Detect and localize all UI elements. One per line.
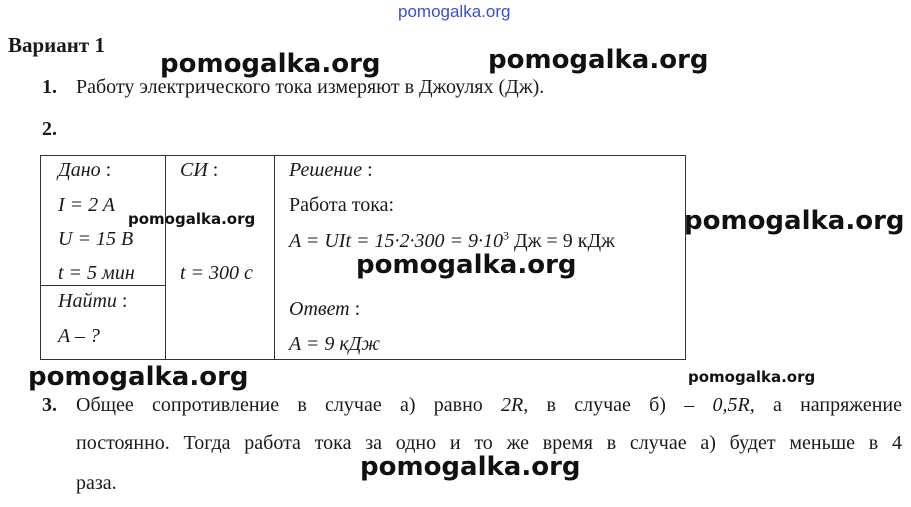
given-heading: Дано : [58,159,112,181]
task3-line3: раза. [76,472,117,494]
watermark-4: pomogalka.org [684,206,905,236]
work-label: Работа тока: [289,194,395,216]
watermark-2: pomogalka.org [488,45,709,75]
watermark-1: pomogalka.org [160,49,381,79]
task3-line1: Общее сопротивление в случае а) равно 2R, в случае б) – 0,5R, а напряжение [76,394,903,416]
solution-heading: Решение : [289,159,373,181]
answer-value: A = 9 кДж [289,333,381,355]
find-value: A – ? [58,325,100,347]
task3-line2: постоянно. Тогда работа тока за одно и то же время в случае а) будет меньше в 4 [76,432,902,454]
table-divider-2 [274,155,275,359]
task2-number: 2. [42,118,57,140]
given-time: t = 5 мин [58,262,135,284]
given-current: I = 2 A [58,194,116,216]
answer-heading: Ответ : [289,298,361,320]
task1-text: Работу электрического тока измеряют в Джоулях (Дж). [76,76,545,98]
work-formula: A = UIt = $15\cdot 2\cdot 300 = 9\cdot 10^3$ Дж = 9 кДж [289,228,615,252]
watermark-5: pomogalka.org [356,250,577,280]
si-time: t = 300 c [180,262,253,284]
table-divider-1 [165,155,166,359]
watermark-3: pomogalka.org [128,210,256,228]
site-link[interactable]: pomogalka.org [398,2,511,21]
task3-number: 3. [42,394,57,416]
given-find-divider [40,285,166,286]
find-heading: Найти : [58,290,128,312]
given-voltage: U = 15 B [58,228,134,250]
si-heading: СИ : [180,159,219,181]
watermark-6: pomogalka.org [28,362,249,392]
watermark-8: pomogalka.org [360,452,581,482]
task1-number: 1. [42,76,57,98]
variant-title: Вариант 1 [8,33,105,57]
watermark-7: pomogalka.org [688,368,816,386]
